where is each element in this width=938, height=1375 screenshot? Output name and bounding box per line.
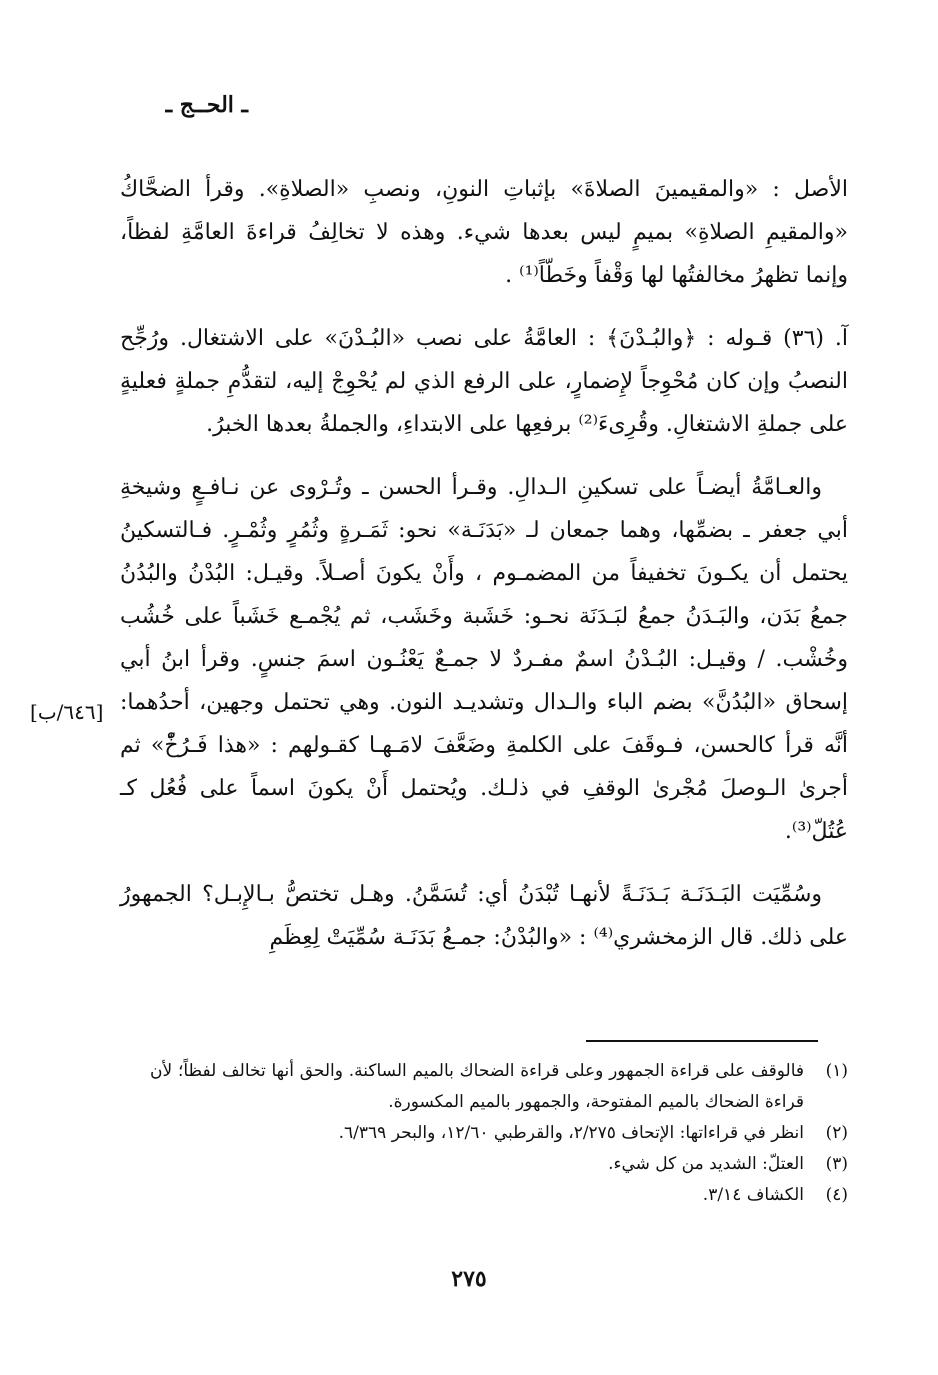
paragraph: والعـامَّةُ أيضـاً على تسكينِ الـدالِ. وقـرأ الحسن ـ وتُـرْوى عن نـافـعٍ وشيخةِ أبي جعفر ـ بضمِّها، وهما جمعان لـ «بَدَنَـة» نحو: ثَمَـرةٍ وثُمُرٍ وثُمْـرٍ. فـالتسكينُ يحتمل أن يكـونَ تخفيفاً من المضمـوم ، وأَنْ يكونَ أصـلاً. وقيـل: البُدْنُ والبُدُنُ جمعُ بَدَن، والبَـدَنُ جمعُ لبَـدَنَة نحـو: خَشَبة وخَشَب، ثم يُجْمـع خَشَباً على خُشُب وخُشْب. / وقيـل: البُـدْنُ اسمٌ مفـردٌ لا جمـعٌ يَعْنُـون اسمَ جنسٍ. وقرأ ابنُ أبي إسحاق «البُدُنَّ» بضم الباء والـدال وتشديـد النون. وهي تحتمل وجهين، أحدُهما: أنَّه قرأ كالحسن، فـوقَفَ على الكلمةِ وضَعَّفَ لامَـهـا كقـولهم : «هذا فَـرُخّْ» ثم أجرىٰ الـوصلَ مُجْرىٰ الوقفِ في ذلـك. ويُحتمل أَنْ يكونَ اسماً على فُعُل كـ عُتُلّ⁽³⁾. xyxy=(120,475,848,844)
footnote xyxy=(150,1118,848,1149)
footnote-number: (٢) xyxy=(825,1123,848,1143)
footnote-text: الكشاف ٣/١٤. xyxy=(702,1185,804,1205)
footnote xyxy=(150,1056,848,1118)
footnote-text: فالوقف على قراءة الجمهور وعلى قراءة الضحاك بالميم الساكنة. والحق أنها تخالف لفظاً؛ لأن قراءة الضحاك بالميم المفتوحة، والجمهور بالميم المكسورة. xyxy=(150,1061,804,1112)
running-header: ـ الحــج ـ xyxy=(165,92,248,118)
footnote-text: انظر في قراءاتها: الإتحاف ٢/٢٧٥، والقرطبي ١٢/٦٠، والبحر ٦/٣٦٩. xyxy=(338,1123,804,1143)
paragraph: آ. (٣٦) قـوله : ﴿والبُـدْنَ﴾ : العامَّةُ على نصب «البُـدْنَ» على الاشتغال. ورُجِّح النصبُ وإن كان مُحْوِجاً لإِضمارٍ، على الرفع الذي لم يُحْوِجْ إليه، لتقدُّمِ جملةٍ فعليةٍ على جملةِ الاشتغالِ. وقُرِىءَ⁽²⁾ برفعِها على الابتداءِ، والجملةُ بعدها الخبرُ. xyxy=(120,326,848,437)
footnote-divider xyxy=(586,1040,818,1042)
footnote-number: (٤) xyxy=(825,1185,848,1205)
page-number: ٢٧٥ xyxy=(451,1266,487,1292)
paragraph: وسُمِّيَت البَـدَنَـة بَـدَنَـةً لأنهـا تُبْدَنُ أي: تُسَمَّنُ. وهـل تختصُّ بـالإِبـل؟ الجمهورُ على ذلك. قال الزمخشري⁽⁴⁾ : «والبُدْنُ: جمـعُ بَدَنَـة سُمِّيَتْ لِعِظَمِ xyxy=(120,882,848,950)
manuscript-folio-note: [٦٤٦/ب] xyxy=(30,700,104,724)
footnote-text: العتلّ: الشديد من كل شيء. xyxy=(608,1154,804,1174)
footnote xyxy=(150,1149,848,1180)
main-text xyxy=(120,168,848,979)
paragraph: الأصل : «والمقيمينَ الصلاةَ» بإثباتِ النونِ، ونصبِ «الصلاةِ». وقرأ الضحَّاكُ «والمقيمِ الصلاةِ» بميمٍ ليس بعدها شيء. وهذه لا تخالِفُ قراءةَ العامَّةِ لفظاً، وإنما تظهرُ مخالفتُها لها وَقْفاً وخَطّاً⁽¹⁾ . xyxy=(120,177,848,288)
footnote-number: (١) xyxy=(825,1061,848,1081)
footnotes xyxy=(150,1056,848,1211)
footnote xyxy=(150,1180,848,1211)
footnote-number: (٣) xyxy=(825,1154,848,1174)
